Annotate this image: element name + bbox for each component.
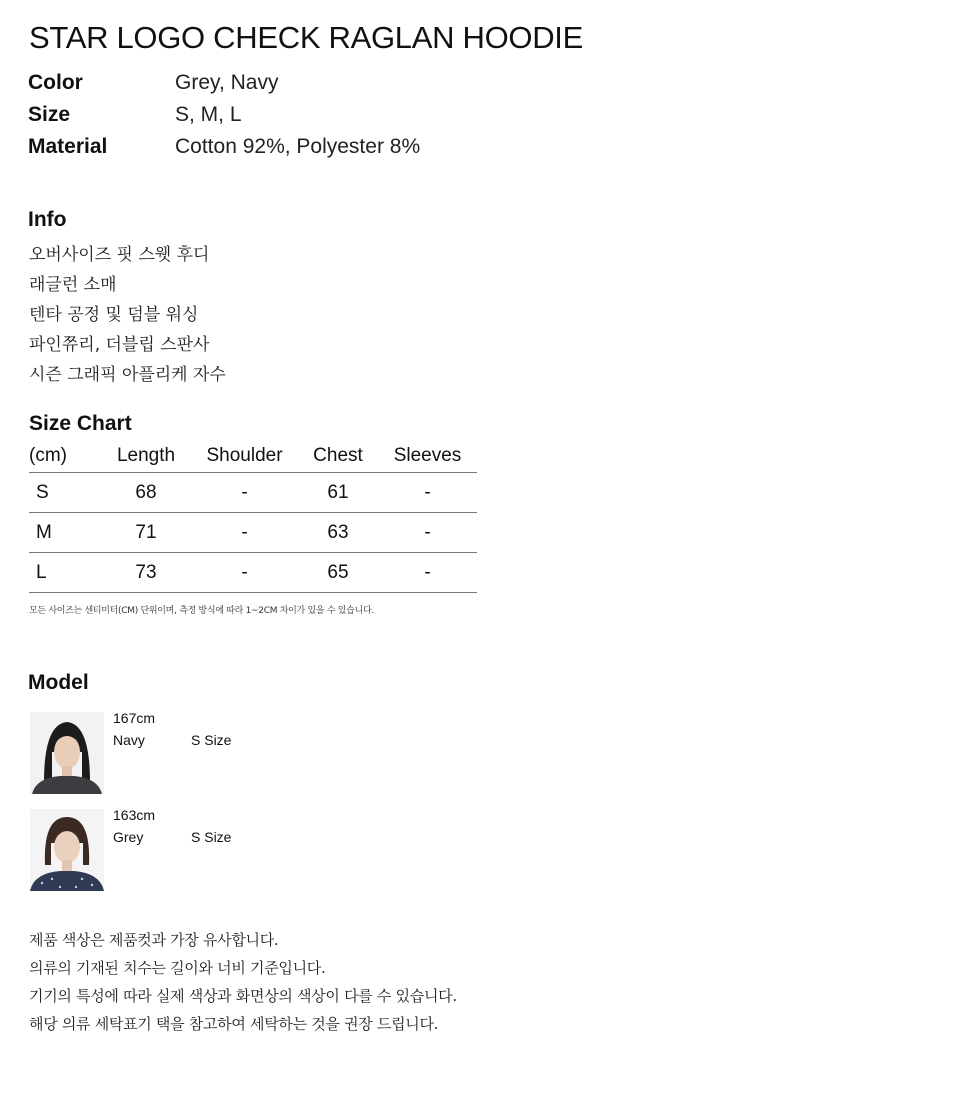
product-title: STAR LOGO CHECK RAGLAN HOODIE [29,20,583,55]
model-size: S Size [191,829,232,845]
table-cell: 71 [101,513,191,553]
table-row [29,473,477,513]
note-item: 제품 색상은 제품컷과 가장 유사합니다. [29,931,279,949]
spec-label: Material [28,135,108,158]
model-portrait-navy [30,712,104,794]
model-height: 163cm [113,807,156,823]
table-cell: - [191,553,298,593]
table-cell: 73 [101,553,191,593]
table-cell: - [378,553,477,593]
info-item: 시즌 그래픽 아플리케 자수 [29,365,226,385]
spec-row-size [28,99,420,131]
info-item: 파인쮸리, 더블립 스판사 [29,335,210,355]
table-header-row [29,440,477,473]
column-header: (cm) [29,440,101,473]
model-photo [30,809,104,891]
table-cell: M [29,513,101,553]
spec-value: Grey, Navy [175,71,279,94]
column-header: Chest [298,440,378,473]
table-cell: 63 [298,513,378,553]
table-cell: 68 [101,473,191,513]
spec-value: Cotton 92%, Polyester 8% [175,135,421,158]
size-chart-note: 모든 사이즈는 센티미터(CM) 단위이며, 측정 방식에 따라 1~2CM 차이가 있을 수 있습니다. [29,606,374,616]
table-cell: - [191,513,298,553]
care-notes [29,926,457,1038]
model-photo [30,712,104,794]
spec-label: Size [28,103,71,126]
spec-label: Color [28,71,83,94]
info-item: 래글런 소매 [29,275,117,295]
model-portrait-grey [30,809,104,891]
table-row [29,513,477,553]
column-header: Shoulder [191,440,298,473]
table-cell: - [378,513,477,553]
table-cell: L [29,553,101,593]
info-heading: Info [28,208,67,231]
size-chart-table [29,440,477,593]
info-list [29,240,226,390]
model-card [30,712,450,794]
model-heading: Model [28,671,89,694]
table-cell: 65 [298,553,378,593]
table-cell: S [29,473,101,513]
note-item: 해당 의류 세탁표기 택을 참고하여 세탁하는 것을 권장 드립니다. [29,1015,439,1033]
table-cell: - [191,473,298,513]
size-chart-heading: Size Chart [29,412,132,435]
column-header: Length [101,440,191,473]
model-color: Grey [113,829,144,845]
column-header: Sleeves [378,440,477,473]
note-item: 의류의 기재된 치수는 길이와 너비 기준입니다. [29,959,326,977]
model-card [30,809,450,891]
spec-list [28,67,420,163]
model-height: 167cm [113,710,156,726]
spec-row-color [28,67,420,99]
table-cell: - [378,473,477,513]
table-row [29,553,477,593]
note-item: 기기의 특성에 따라 실제 색상과 화면상의 색상이 다를 수 있습니다. [29,987,457,1005]
model-size: S Size [191,732,232,748]
info-item: 텐타 공정 및 덤블 워싱 [29,305,199,325]
info-item: 오버사이즈 핏 스웻 후디 [29,245,210,265]
model-color: Navy [113,732,145,748]
spec-value: S, M, L [175,103,242,126]
table-cell: 61 [298,473,378,513]
spec-row-material [28,131,420,163]
